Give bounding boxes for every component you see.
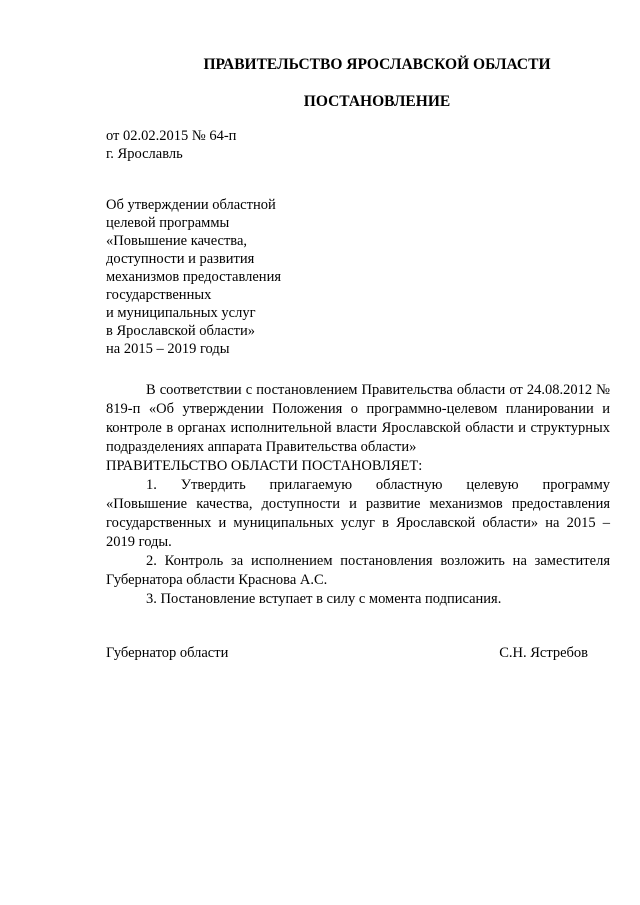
subject-line: государственных <box>106 287 212 303</box>
subject-line: на 2015 – 2019 годы <box>106 341 230 357</box>
document-type: ПОСТАНОВЛЕНИЕ <box>303 93 451 110</box>
signature-name: С.Н. Ястребов <box>499 645 588 661</box>
subject-line: Об утверждении областной <box>106 197 276 213</box>
subject-line: целевой программы <box>106 215 230 231</box>
organization-title: ПРАВИТЕЛЬСТВО ЯРОСЛАВСКОЙ ОБЛАСТИ <box>203 56 551 73</box>
signature-position: Губернатор области <box>106 645 229 661</box>
item-1-first-line: 1. Утвердить прилагаемую областную целевую программу <box>146 477 610 493</box>
subject-line: механизмов предоставления <box>106 269 281 285</box>
item-2-paragraph: 2. Контроль за исполнением постановления возложить на заместителя Губернатора области Краснова А.С. <box>106 553 610 588</box>
decree-line: ПРАВИТЕЛЬСТВО ОБЛАСТИ ПОСТАНОВЛЯЕТ: <box>106 458 423 474</box>
date-number: от 02.02.2015 № 64-п <box>106 128 237 144</box>
document-meta <box>106 127 236 163</box>
subject-line: «Повышение качества, <box>106 233 247 249</box>
item-3-paragraph: 3. Постановление вступает в силу с момента подписания. <box>146 591 502 607</box>
subject-block <box>106 196 281 358</box>
subject-line: в Ярославской области» <box>106 323 255 339</box>
item-1-paragraph: «Повышение качества, доступности и развитие механизмов предоставления государственных и муниципальных услуг в Ярославской области» на 2015 – 2019 годы. <box>106 496 610 550</box>
subject-line: доступности и развития <box>106 251 255 267</box>
document-body <box>106 381 610 609</box>
city: г. Ярославль <box>106 146 183 162</box>
subject-line: и муниципальных услуг <box>106 305 256 321</box>
preamble-paragraph: В соответствии с постановлением Правительства области от 24.08.2012 № 819-п «Об утверждении Положения о программно-целевом планировании и контроле в органах исполнительной власти Ярославской области и структурных подразделениях аппарата Правительства области» <box>106 382 610 455</box>
